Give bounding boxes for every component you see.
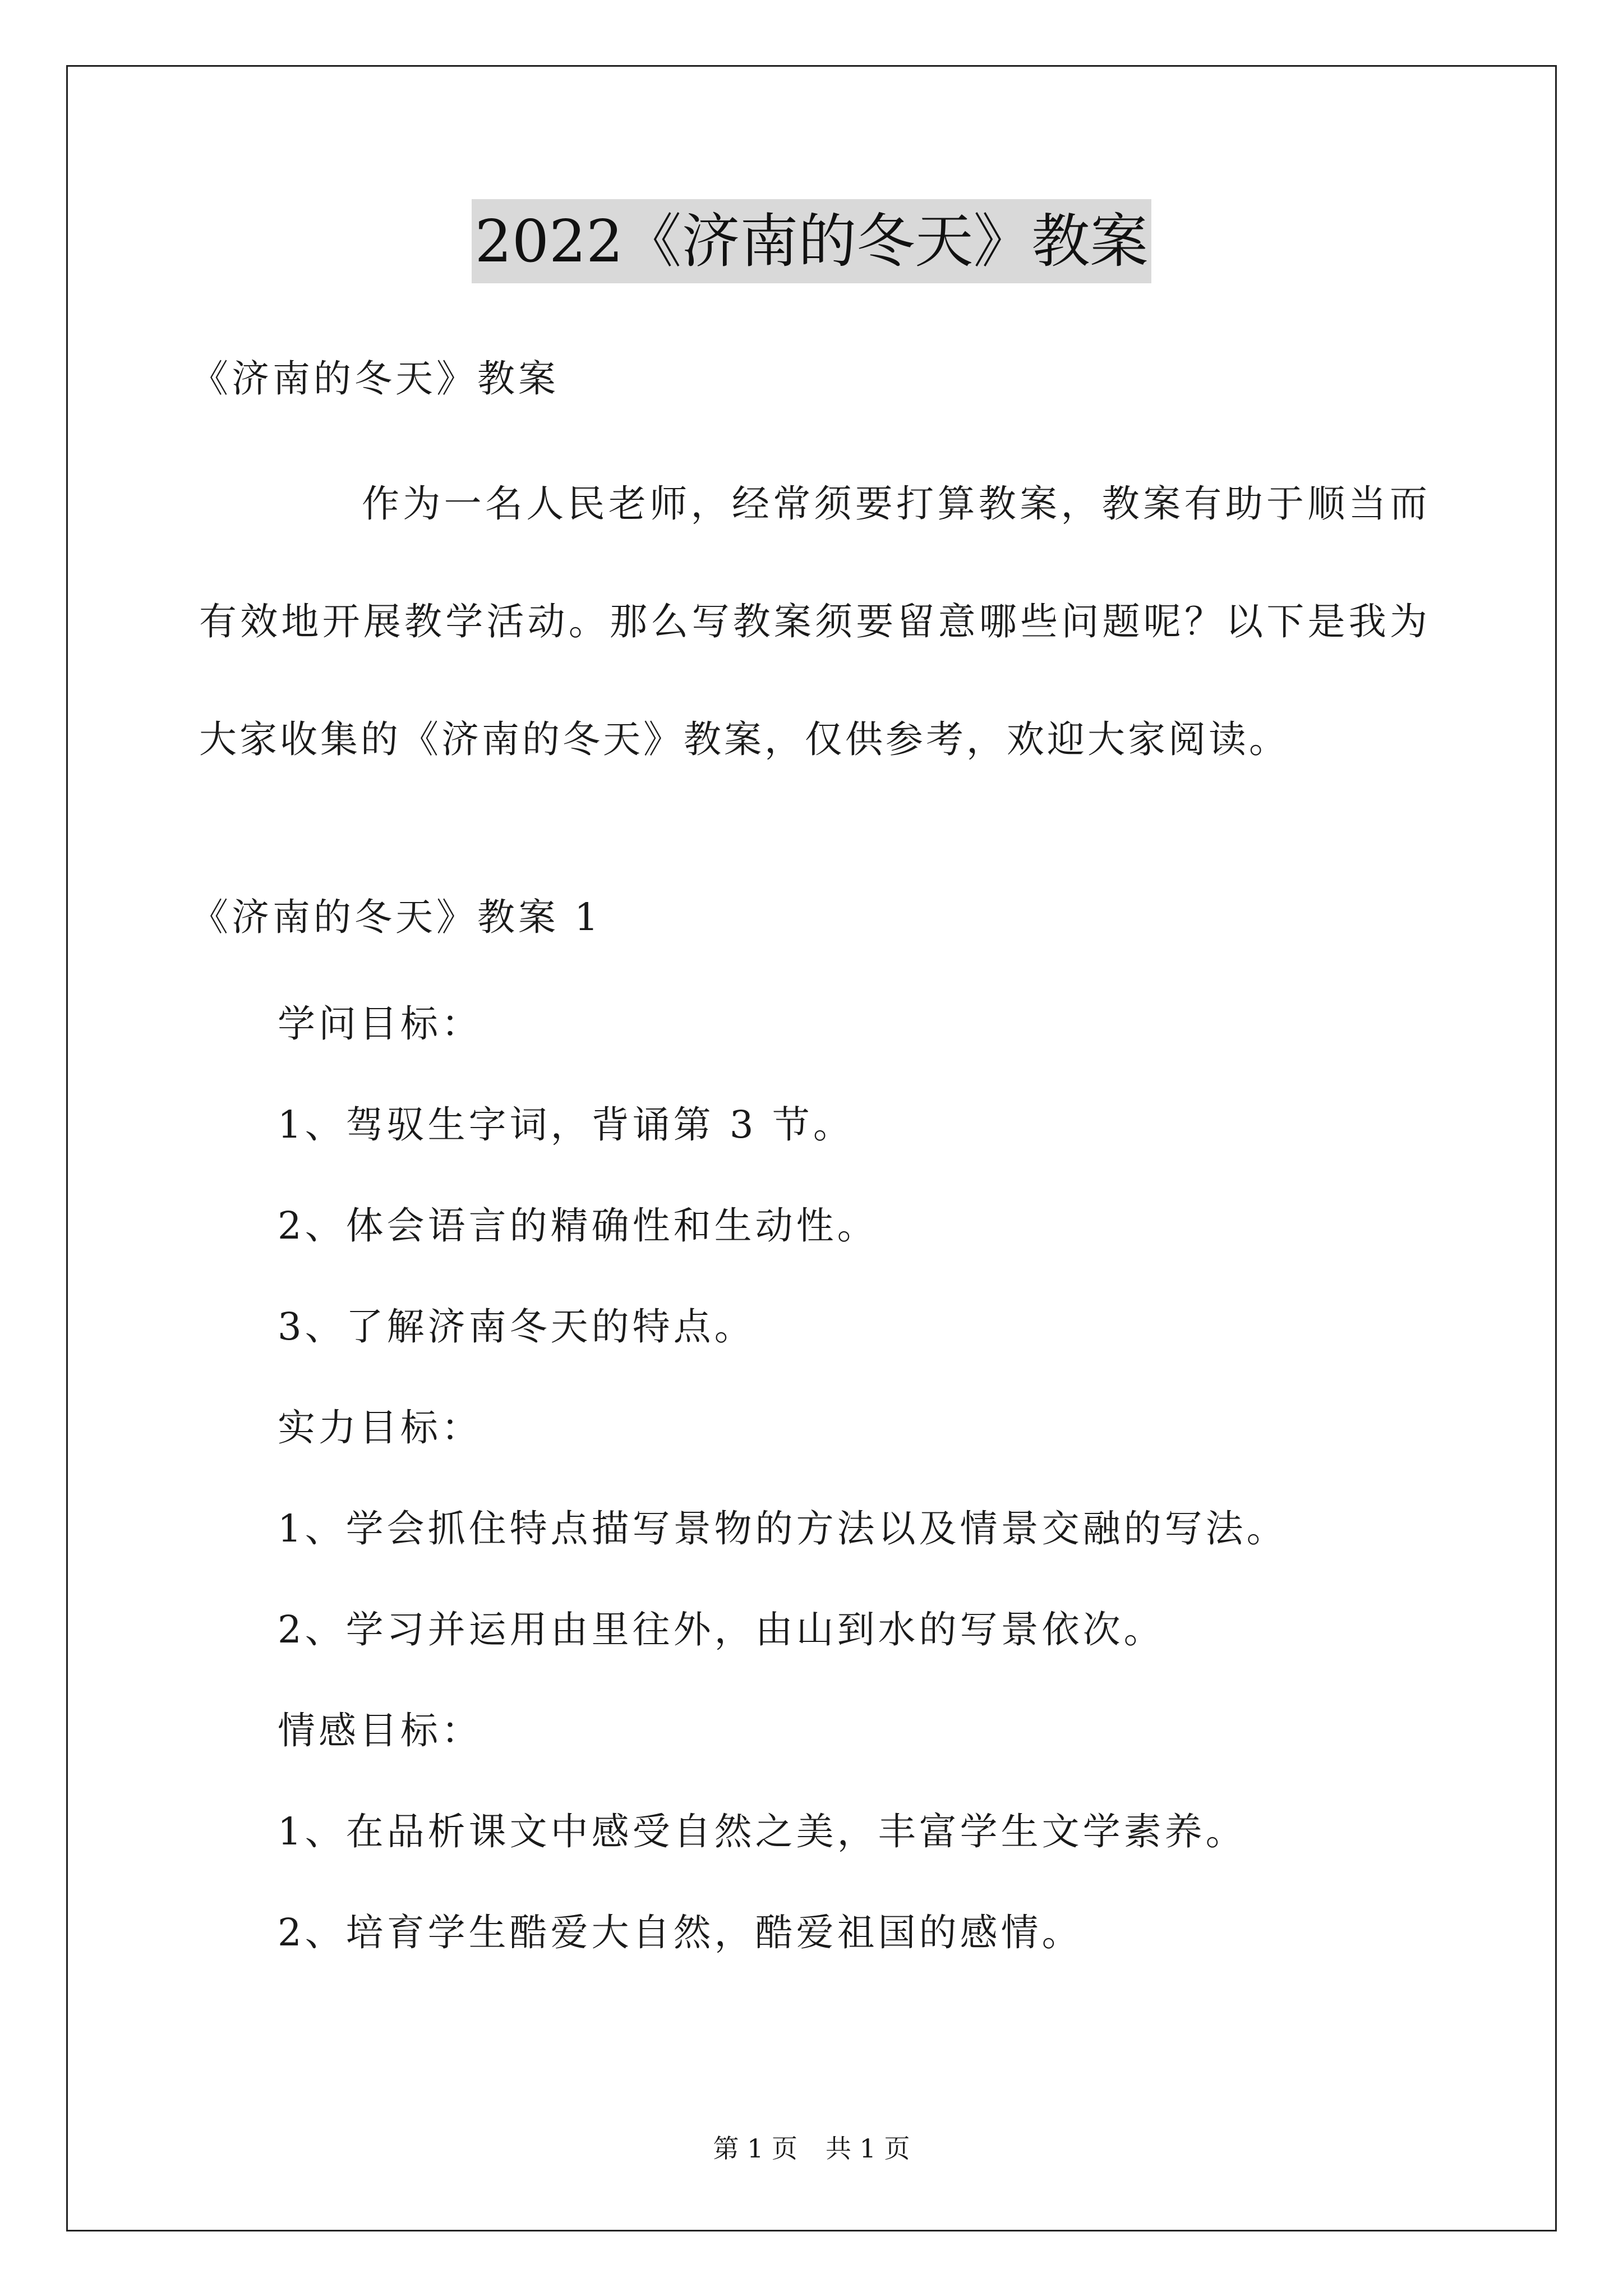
objective-heading-emotion: 情感目标： xyxy=(278,1709,482,1752)
section-heading: 《济南的冬天》教案 1 xyxy=(191,895,602,939)
document-title: 2022《济南的冬天》教案 xyxy=(472,199,1152,283)
page-footer xyxy=(0,2132,1623,2165)
intro-paragraph: 作为一名人民老师，经常须要打算教案，教案有助于顺当而有效地开展教学活动。那么写教案须要留意哪些问题呢？以下是我为大家收集的《济南的冬天》教案，仅供参考，欢迎大家阅读。 xyxy=(199,482,1430,761)
objective-item: 3、了解济南冬天的特点。 xyxy=(278,1305,755,1349)
objective-heading-ability: 实力目标： xyxy=(278,1406,482,1450)
objective-item: 1、在品析课文中感受自然之美，丰富学生文学素养。 xyxy=(278,1810,1247,1853)
objective-item: 2、培育学生酷爱大自然，酷爱祖国的感情。 xyxy=(278,1911,1083,1954)
objective-item: 2、学习并运用由里往外，由山到水的写景依次。 xyxy=(278,1608,1165,1651)
objective-item: 1、驾驭生字词，背诵第 3 节。 xyxy=(278,1103,854,1147)
page-number-total: 共 1 页 xyxy=(826,2133,910,2164)
title-container xyxy=(0,199,1623,283)
objective-heading-knowledge: 学问目标： xyxy=(278,1002,482,1046)
document-subtitle: 《济南的冬天》教案 xyxy=(191,357,559,401)
objective-item: 2、体会语言的精确性和生动性。 xyxy=(278,1204,878,1248)
objective-item: 1、学会抓住特点描写景物的方法以及情景交融的写法。 xyxy=(278,1507,1288,1550)
page-number-current: 第 1 页 xyxy=(713,2133,797,2164)
